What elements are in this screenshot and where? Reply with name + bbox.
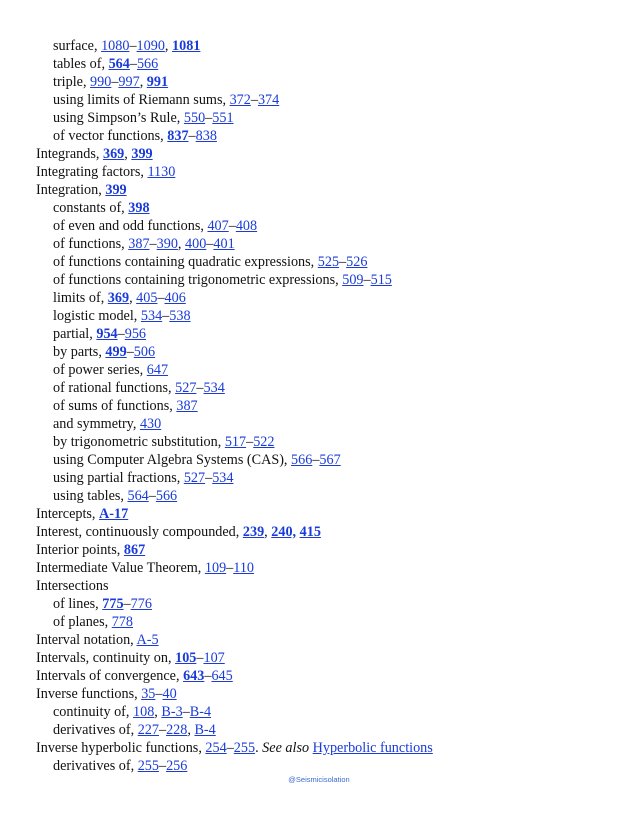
page-reference-link[interactable]: 255 <box>233 740 256 756</box>
page-reference-link[interactable]: 538 <box>169 308 191 324</box>
page-reference-link[interactable]: 374 <box>257 92 280 108</box>
entry-text: – <box>126 344 134 360</box>
page-reference-link[interactable]: 956 <box>124 326 146 342</box>
page-reference-link[interactable]: 778 <box>111 614 133 630</box>
entry-text: of rational functions, <box>53 380 176 396</box>
entry-text: – <box>123 596 131 612</box>
page-reference-link[interactable]: 551 <box>212 110 234 126</box>
page-reference-link[interactable]: 227 <box>137 722 159 738</box>
page-reference-link[interactable]: 107 <box>203 650 225 666</box>
entry-text: , <box>154 704 162 720</box>
entry-text: Intersections <box>36 578 109 594</box>
index-entry <box>36 577 626 595</box>
index-subentry <box>36 289 626 307</box>
entry-text: of power series, <box>53 362 147 378</box>
entry-text: of functions, <box>53 236 129 252</box>
entry-text: using Simpson’s Rule, <box>53 110 184 126</box>
index-entry <box>36 631 626 649</box>
entry-text: Integration, <box>36 182 106 198</box>
page-reference-link[interactable]: 372 <box>229 92 251 108</box>
entry-text: Integrands, <box>36 146 103 162</box>
index-subentry <box>36 433 626 451</box>
page-reference-link[interactable]: 105 <box>175 650 197 666</box>
index-entry <box>36 181 626 199</box>
page-reference-link[interactable]: 515 <box>370 272 392 288</box>
entry-text: , <box>129 290 137 306</box>
page-reference-link[interactable]: 387 <box>176 398 198 414</box>
entry-text: Interest, continuously compounded, <box>36 524 243 540</box>
page-reference-link[interactable]: 1090 <box>136 38 165 54</box>
page-reference-link[interactable]: 776 <box>130 596 152 612</box>
page-reference-link[interactable]: 400 <box>185 236 207 252</box>
entry-text: Inverse functions, <box>36 686 142 702</box>
page-reference-link[interactable]: 527 <box>175 380 197 396</box>
entry-text: triple, <box>53 74 91 90</box>
page-reference-link[interactable]: 527 <box>183 470 206 486</box>
index-subentry <box>36 487 626 505</box>
page-reference-link[interactable]: 837 <box>167 128 189 144</box>
entry-text: – <box>162 308 170 324</box>
entry-text: – <box>129 56 137 72</box>
page-reference-link[interactable]: 401 <box>213 236 235 252</box>
page-reference-link[interactable]: 398 <box>128 200 150 216</box>
entry-text: by parts, <box>53 344 106 360</box>
entry-text: – <box>246 434 254 450</box>
entry-text: , <box>124 146 132 162</box>
page-reference-link[interactable]: 867 <box>123 542 146 558</box>
entry-text: Intervals of convergence, <box>36 668 184 684</box>
page-reference-link[interactable]: B-4 <box>194 722 216 738</box>
page-reference-link[interactable]: 526 <box>346 254 368 270</box>
page-reference-link[interactable]: B-3 <box>161 704 183 720</box>
index-subentry <box>36 91 626 109</box>
page-reference-link[interactable]: 415 <box>299 524 321 540</box>
entry-text: , <box>177 236 186 252</box>
index-subentry <box>36 109 626 127</box>
index-subentry <box>36 757 626 775</box>
page-reference-link[interactable]: 775 <box>102 596 124 612</box>
page-reference-link[interactable]: 369 <box>102 146 125 162</box>
index-page <box>36 37 626 775</box>
entry-text: Intermediate Value Theorem, <box>36 560 205 576</box>
page-reference-link[interactable]: 517 <box>224 434 247 450</box>
index-entry <box>36 505 626 523</box>
page-reference-link[interactable]: 991 <box>146 74 169 90</box>
entry-text: surface, <box>53 38 102 54</box>
entry-text: – <box>158 722 167 738</box>
entry-text: – <box>182 704 190 720</box>
entry-text: continuity of, <box>53 704 133 720</box>
entry-text: – <box>196 650 204 666</box>
page-reference-link[interactable]: 406 <box>164 290 186 306</box>
page-reference-link[interactable]: 506 <box>133 344 156 360</box>
index-subentry <box>36 379 626 397</box>
index-subentry <box>36 595 626 613</box>
page-reference-link[interactable]: 239 <box>242 524 265 540</box>
entry-text: , <box>187 722 195 738</box>
page-reference-link[interactable]: 522 <box>253 434 275 450</box>
entry-text: Intervals, continuity on, <box>36 650 176 666</box>
entry-text: of even and odd functions, <box>53 218 208 234</box>
page-reference-link[interactable]: 534 <box>212 470 234 486</box>
entry-text: Integrating factors, <box>36 164 148 180</box>
entry-text: of functions containing quadratic expressions, <box>53 254 318 270</box>
entry-text: of sums of functions, <box>53 398 177 414</box>
entry-text: and symmetry, <box>53 416 140 432</box>
entry-text: – <box>312 452 320 468</box>
index-entry <box>36 739 626 757</box>
page-reference-link[interactable]: 566 <box>291 452 313 468</box>
page-reference-link[interactable]: Hyperbolic functions <box>312 740 433 756</box>
entry-text: of planes, <box>53 614 112 630</box>
entry-text: – <box>149 236 157 252</box>
entry-text: derivatives of, <box>53 722 138 738</box>
page-reference-link[interactable]: B-4 <box>189 704 212 720</box>
page-reference-link[interactable]: 399 <box>131 146 153 162</box>
index-subentry <box>36 37 626 55</box>
entry-text: using partial fractions, <box>53 470 184 486</box>
page-reference-link[interactable]: 566 <box>136 56 159 72</box>
entry-text: – <box>204 668 212 684</box>
page-reference-link[interactable]: 643 <box>183 668 205 684</box>
entry-text: using tables, <box>53 488 128 504</box>
entry-text: Interior points, <box>36 542 124 558</box>
page-reference-link[interactable]: 1130 <box>147 164 176 180</box>
index-entry <box>36 685 626 703</box>
entry-text: – <box>148 488 156 504</box>
page-reference-link[interactable]: 499 <box>105 344 127 360</box>
entry-text: of functions containing trigonometric expressions, <box>53 272 343 288</box>
entry-text: Intercepts, <box>36 506 100 522</box>
entry-text: – <box>155 686 163 702</box>
page-reference-link[interactable]: 564 <box>127 488 149 504</box>
index-entry <box>36 559 626 577</box>
page-reference-link[interactable]: 1080 <box>101 38 130 54</box>
page-reference-link[interactable]: 990 <box>90 74 112 90</box>
index-subentry <box>36 451 626 469</box>
page-reference-link[interactable]: A-17 <box>99 506 129 522</box>
entry-text: Interval notation, <box>36 632 137 648</box>
entry-text: partial, <box>53 326 97 342</box>
entry-text: – <box>129 38 137 54</box>
entry-text: of lines, <box>53 596 103 612</box>
page-reference-link[interactable]: 509 <box>342 272 364 288</box>
index-entry <box>36 523 626 541</box>
page-reference-link[interactable]: 240, <box>271 524 297 540</box>
page-reference-link[interactable]: 567 <box>319 452 341 468</box>
entry-text: – <box>157 290 165 306</box>
index-subentry <box>36 721 626 739</box>
page-reference-link[interactable]: 564 <box>108 56 130 72</box>
entry-text: – <box>339 254 347 270</box>
index-subentry <box>36 343 626 361</box>
page-reference-link[interactable]: 40 <box>162 686 177 702</box>
entry-text: – <box>205 470 213 486</box>
entry-text: – <box>363 272 371 288</box>
page-reference-link[interactable]: 109 <box>204 560 227 576</box>
index-subentry <box>36 271 626 289</box>
entry-text: – <box>158 758 167 774</box>
page-reference-link[interactable]: 534 <box>140 308 163 324</box>
page-reference-link[interactable]: 110 <box>233 560 255 576</box>
page-reference-link[interactable]: 430 <box>139 416 162 432</box>
page-reference-link[interactable]: 369 <box>107 290 130 306</box>
entry-text: – <box>205 110 213 126</box>
index-entry <box>36 541 626 559</box>
index-subentry <box>36 325 626 343</box>
page-reference-link[interactable]: 407 <box>207 218 229 234</box>
entry-text: – <box>226 740 234 756</box>
index-subentry <box>36 127 626 145</box>
page-reference-link[interactable]: 645 <box>211 668 233 684</box>
index-subentry <box>36 253 626 271</box>
page-reference-link[interactable]: 647 <box>146 362 169 378</box>
page-reference-link[interactable]: A-5 <box>136 632 159 648</box>
page-reference-link[interactable]: 405 <box>136 290 158 306</box>
page-reference-link[interactable]: 228 <box>166 722 188 738</box>
entry-text: – <box>111 74 119 90</box>
entry-text: – <box>188 128 196 144</box>
page-reference-link[interactable]: 390 <box>156 236 178 252</box>
entry-text: of vector functions, <box>53 128 168 144</box>
index-subentry <box>36 703 626 721</box>
page-reference-link[interactable]: 550 <box>183 110 206 126</box>
index-entry <box>36 667 626 685</box>
entry-text: using limits of Riemann sums, <box>53 92 230 108</box>
index-subentry <box>36 361 626 379</box>
entry-text: – <box>250 92 258 108</box>
index-entry <box>36 163 626 181</box>
index-subentry <box>36 235 626 253</box>
page-reference-link[interactable]: 838 <box>195 128 217 144</box>
page-reference-link[interactable]: 108 <box>133 704 155 720</box>
index-subentry <box>36 613 626 631</box>
entry-text: logistic model, <box>53 308 141 324</box>
see-also-label: See also <box>262 740 310 756</box>
index-subentry <box>36 199 626 217</box>
index-subentry <box>36 415 626 433</box>
index-subentry <box>36 73 626 91</box>
page-reference-link[interactable]: 35 <box>141 686 156 702</box>
page-reference-link[interactable]: 525 <box>317 254 340 270</box>
entry-text: – <box>117 326 125 342</box>
entry-text: – <box>228 218 236 234</box>
page-reference-link[interactable]: 255 <box>137 758 159 774</box>
entry-text: – <box>226 560 234 576</box>
page-reference-link[interactable]: 1081 <box>172 38 201 54</box>
page-reference-link[interactable]: 254 <box>205 740 227 756</box>
index-entry <box>36 145 626 163</box>
page-reference-link[interactable]: 566 <box>155 488 178 504</box>
entry-text: – <box>206 236 214 252</box>
entry-text: , <box>264 524 272 540</box>
index-subentry <box>36 217 626 235</box>
index-subentry <box>36 469 626 487</box>
entry-text: limits of, <box>53 290 108 306</box>
index-entry <box>36 649 626 667</box>
page-reference-link[interactable]: 387 <box>128 236 150 252</box>
index-subentry <box>36 307 626 325</box>
entry-text: tables of, <box>53 56 109 72</box>
entry-text: , <box>164 38 172 54</box>
entry-text: , <box>139 74 147 90</box>
entry-text: derivatives of, <box>53 758 138 774</box>
index-subentry <box>36 55 626 73</box>
page-reference-link[interactable]: 954 <box>96 326 118 342</box>
entry-text: Inverse hyperbolic functions, <box>36 740 206 756</box>
watermark: @Seismicisolation <box>288 775 350 784</box>
index-subentry <box>36 397 626 415</box>
page-reference-link[interactable]: 399 <box>105 182 127 198</box>
entry-text: – <box>196 380 204 396</box>
page-reference-link[interactable]: 256 <box>166 758 188 774</box>
page-reference-link[interactable]: 534 <box>203 380 225 396</box>
entry-text: . <box>255 740 263 756</box>
page-reference-link[interactable]: 408 <box>235 218 258 234</box>
entry-text: constants of, <box>53 200 129 216</box>
entry-text: by trigonometric substitution, <box>53 434 225 450</box>
page-reference-link[interactable]: 997 <box>118 74 140 90</box>
entry-text: using Computer Algebra Systems (CAS), <box>53 452 292 468</box>
